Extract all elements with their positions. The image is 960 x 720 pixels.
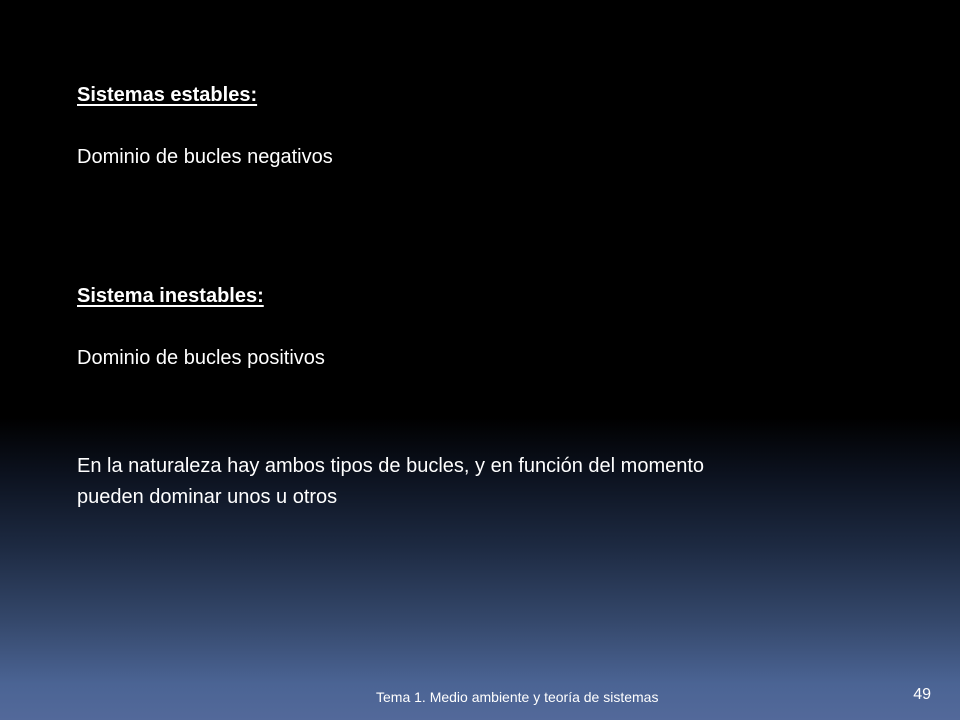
unstable-systems-heading: Sistema inestables:: [77, 285, 264, 307]
page-number: 49: [913, 686, 931, 703]
stable-systems-text: Dominio de bucles negativos: [77, 146, 333, 168]
slide-footer: [0, 686, 960, 706]
stable-systems-heading: Sistemas estables:: [77, 84, 258, 106]
unstable-systems-text: Dominio de bucles positivos: [77, 347, 325, 369]
footer-title: Tema 1. Medio ambiente y teoría de sistemas: [376, 689, 659, 705]
slide-content: [77, 80, 877, 513]
conclusion-line-2: pueden dominar unos u otros: [77, 486, 338, 508]
conclusion-line-1: En la naturaleza hay ambos tipos de bucles, y en función del momento: [77, 455, 705, 477]
